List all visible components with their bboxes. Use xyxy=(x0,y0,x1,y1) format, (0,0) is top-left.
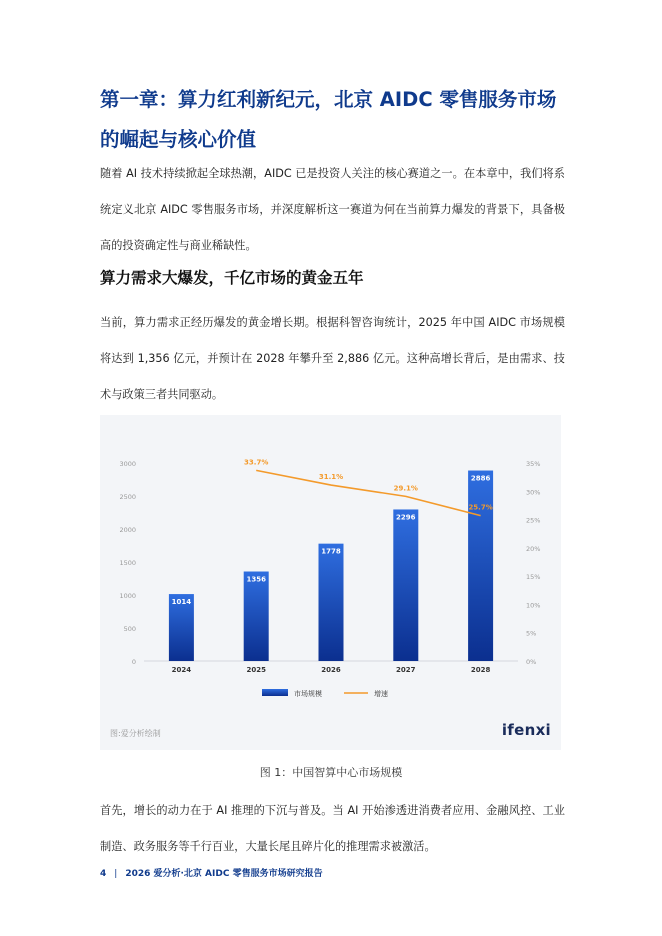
y-right-tick-label: 15% xyxy=(526,573,541,582)
bar-value-label: 2296 xyxy=(396,513,416,522)
growth-value-label: 25.7% xyxy=(468,503,493,512)
y-left-tick-label: 1500 xyxy=(119,559,136,567)
page-number: 4 xyxy=(100,869,107,879)
growth-value-label: 29.1% xyxy=(393,484,418,493)
y-right-tick-label: 5% xyxy=(526,629,537,638)
page-footer xyxy=(100,866,323,879)
figure-caption: 图 1：中国智算中心市场规模 xyxy=(259,766,403,779)
y-right-tick-label: 10% xyxy=(526,601,541,610)
bar xyxy=(319,544,344,661)
market-size-chart xyxy=(100,415,561,715)
market-paragraph: 当前，算力需求正经历爆发的黄金增长期。根据科智咨询统计，2025 年中国 AIDC 市场规模将达到 1,356 亿元，并预计在 2028 年攀升至 2,886 亿元。这种高增长背后，是由需求、技术与政策三者共同驱动。 xyxy=(100,316,565,401)
x-tick-label: 2028 xyxy=(470,666,491,674)
bar-value-label: 1356 xyxy=(246,575,266,584)
y-right-tick-label: 20% xyxy=(526,544,541,553)
bar-value-label: 1778 xyxy=(321,547,341,556)
growth-value-label: 33.7% xyxy=(244,458,269,467)
y-right-tick-label: 30% xyxy=(526,488,541,497)
x-tick-label: 2025 xyxy=(246,666,266,674)
x-tick-label: 2026 xyxy=(321,666,341,674)
y-right-tick-label: 35% xyxy=(526,460,541,468)
y-left-tick-label: 2500 xyxy=(119,493,136,501)
bar-value-label: 2886 xyxy=(470,474,491,483)
bar xyxy=(468,471,493,661)
bar xyxy=(244,572,269,661)
figure-source-note: 图:爱分析绘制 xyxy=(110,729,161,738)
bar-value-label: 1014 xyxy=(171,598,192,607)
legend-bar-swatch xyxy=(262,689,288,696)
x-tick-label: 2027 xyxy=(396,666,416,674)
intro-paragraph: 随着 AI 技术持续掀起全球热潮，AIDC 已是投资人关注的核心赛道之一。在本章中，我们将系统定义北京 AIDC 零售服务市场，并深度解析这一赛道为何在当前算力爆发的背景下，具备极高的投资确定性与商业稀缺性。 xyxy=(100,167,565,252)
chart-figure xyxy=(100,415,561,750)
section-subheading: 算力需求大爆发，千亿市场的黄金五年 xyxy=(100,269,364,287)
driver-paragraph: 首先，增长的动力在于 AI 推理的下沉与普及。当 AI 开始渗透进消费者应用、金融风控、工业制造、政务服务等千行百业，大量长尾且碎片化的推理需求被激活。 xyxy=(100,804,565,853)
footer-divider: | xyxy=(114,869,118,879)
y-left-tick-label: 0 xyxy=(131,658,136,666)
x-tick-label: 2024 xyxy=(171,666,192,674)
y-right-tick-label: 0% xyxy=(526,658,537,666)
report-title: 2026 爱分析·北京 AIDC 零售服务市场研究报告 xyxy=(125,869,323,879)
legend-line-label: 增速 xyxy=(374,690,388,698)
ifenxi-logo: ifenxi xyxy=(501,721,551,739)
y-left-tick-label: 1000 xyxy=(119,592,136,600)
bar xyxy=(393,509,418,661)
growth-value-label: 31.1% xyxy=(318,473,344,482)
y-left-tick-label: 500 xyxy=(123,625,136,633)
y-left-tick-label: 3000 xyxy=(119,460,136,468)
chapter-heading: 第一章：算力红利新纪元，北京 AIDC 零售服务市场的崛起与核心价值 xyxy=(100,88,557,151)
growth-line xyxy=(256,470,480,515)
legend-bar-label: 市场规模 xyxy=(294,690,322,698)
y-left-tick-label: 2000 xyxy=(119,526,136,534)
y-right-tick-label: 25% xyxy=(526,516,541,525)
